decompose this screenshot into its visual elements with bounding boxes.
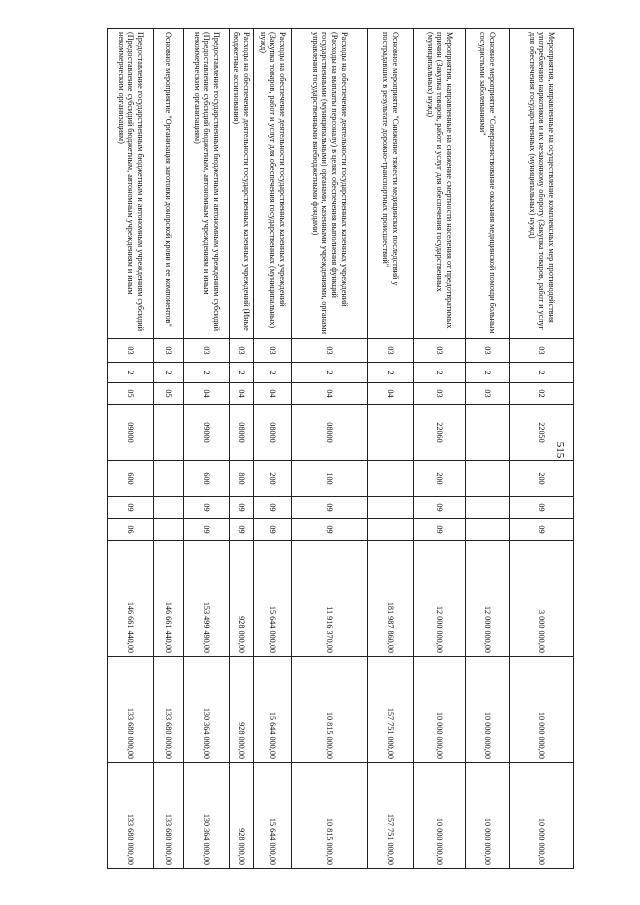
subsection-cell: [368, 519, 414, 541]
program-code-cell: 03: [108, 339, 154, 363]
expense-type-cell: [368, 461, 414, 497]
row-name-cell: Основное мероприятие "Совершенствование оказания медицинской помощи больным сосудистыми заболеваниями": [466, 29, 510, 339]
amount-year1-cell: 12 000 000,00: [414, 541, 466, 657]
amount-year3-cell: 157 751 000,00: [368, 763, 414, 869]
table-row: [254, 29, 292, 869]
subsection-cell: 09: [292, 519, 368, 541]
amount-year2-cell: 130 364 000,00: [184, 657, 230, 763]
subprogram-code-cell: 2: [510, 363, 574, 383]
expense-type-cell: 200: [414, 461, 466, 497]
amount-year1-cell: 146 661 440,00: [108, 541, 154, 657]
subsection-cell: 09: [184, 519, 230, 541]
direction-code-cell: 09000: [184, 405, 230, 461]
subprogram-code-cell: 2: [230, 363, 254, 383]
amount-year1-cell: 15 644 000,00: [254, 541, 292, 657]
amount-year3-cell: 10 000 000,00: [466, 763, 510, 869]
table-row: [230, 29, 254, 869]
subsection-cell: 09: [414, 519, 466, 541]
amount-year1-cell: 12 000 000,00: [466, 541, 510, 657]
table-row: [184, 29, 230, 869]
amount-year2-cell: 157 751 000,00: [368, 657, 414, 763]
subprogram-code-cell: 2: [368, 363, 414, 383]
row-name-cell: Основное мероприятие "Снижение тяжести медицинских последствий у пострадавших в результате дорожно-транспортных происшествий": [368, 29, 414, 339]
amount-year3-cell: 15 644 000,00: [254, 763, 292, 869]
event-code-cell: 04: [184, 383, 230, 405]
row-name-cell: Мероприятия, направленные на осуществление комплексных мер противодействия употреблению наркотиков и их незаконному обороту (Закупка товаров, работ и услуг для обеспечения государственных (муниципальных) нужд): [510, 29, 574, 339]
expense-type-cell: 800: [230, 461, 254, 497]
program-code-cell: 03: [368, 339, 414, 363]
amount-year1-cell: 928 000,00: [230, 541, 254, 657]
expense-type-cell: 600: [184, 461, 230, 497]
program-code-cell: 03: [466, 339, 510, 363]
expense-type-cell: [466, 461, 510, 497]
row-name-cell: Мероприятия, направленные на снижение смертности населения от предотвратимых причин (Закупка товаров, работ и услуг для обеспечения государственных (муниципальных) нужд): [414, 29, 466, 339]
amount-year2-cell: 928 000,00: [230, 657, 254, 763]
event-code-cell: 04: [254, 383, 292, 405]
direction-code-cell: 22060: [414, 405, 466, 461]
amount-year1-cell: 3 000 000,00: [510, 541, 574, 657]
program-code-cell: 03: [292, 339, 368, 363]
direction-code-cell: 09000: [108, 405, 154, 461]
section-cell: 09: [292, 497, 368, 519]
rotated-table-container: [66, 28, 574, 868]
section-cell: 09: [254, 497, 292, 519]
expense-type-cell: 200: [510, 461, 574, 497]
row-name-cell: Основное мероприятие "Организация заготовки донорской крови и ее компонентов": [154, 29, 184, 339]
table-row: [414, 29, 466, 869]
direction-code-cell: 08000: [230, 405, 254, 461]
table-row: [510, 29, 574, 869]
section-cell: 09: [510, 497, 574, 519]
subsection-cell: 09: [510, 519, 574, 541]
table-body: [108, 29, 574, 869]
event-code-cell: 02: [510, 383, 574, 405]
amount-year2-cell: 10 000 000,00: [414, 657, 466, 763]
event-code-cell: 03: [414, 383, 466, 405]
direction-code-cell: 08000: [292, 405, 368, 461]
event-code-cell: 05: [154, 383, 184, 405]
direction-code-cell: [154, 405, 184, 461]
amount-year3-cell: 133 680 000,00: [154, 763, 184, 869]
subsection-cell: [466, 519, 510, 541]
budget-table: [107, 28, 574, 869]
direction-code-cell: [466, 405, 510, 461]
row-name-cell: Расходы на обеспечение деятельности государственных казенных учреждений (Закупка товаров, работ и услуг для обеспечения государственных (муниципальных) нужд): [254, 29, 292, 339]
subsection-cell: [154, 519, 184, 541]
amount-year3-cell: 10 000 000,00: [510, 763, 574, 869]
amount-year3-cell: 133 680 000,00: [108, 763, 154, 869]
amount-year3-cell: 10 000 000,00: [414, 763, 466, 869]
amount-year2-cell: 133 680 000,00: [108, 657, 154, 763]
table-row: [466, 29, 510, 869]
program-code-cell: 03: [510, 339, 574, 363]
section-cell: [466, 497, 510, 519]
direction-code-cell: [368, 405, 414, 461]
expense-type-cell: 200: [254, 461, 292, 497]
event-code-cell: 04: [230, 383, 254, 405]
amount-year3-cell: 130 364 000,00: [184, 763, 230, 869]
program-code-cell: 03: [230, 339, 254, 363]
expense-type-cell: 100: [292, 461, 368, 497]
event-code-cell: 05: [108, 383, 154, 405]
section-cell: [154, 497, 184, 519]
subsection-cell: 06: [108, 519, 154, 541]
amount-year2-cell: 15 644 000,00: [254, 657, 292, 763]
amount-year2-cell: 10 000 000,00: [510, 657, 574, 763]
amount-year3-cell: 10 815 000,00: [292, 763, 368, 869]
amount-year3-cell: 928 000,00: [230, 763, 254, 869]
section-cell: 09: [414, 497, 466, 519]
amount-year2-cell: 133 680 000,00: [154, 657, 184, 763]
event-code-cell: 03: [466, 383, 510, 405]
subprogram-code-cell: 2: [466, 363, 510, 383]
expense-type-cell: [154, 461, 184, 497]
table-row: [292, 29, 368, 869]
program-code-cell: 03: [154, 339, 184, 363]
page-number: 515: [554, 441, 566, 459]
row-name-cell: Расходы на обеспечение деятельности государственных казенных учреждений (Иные бюджетные ассигнования): [230, 29, 254, 339]
subprogram-code-cell: 2: [292, 363, 368, 383]
program-code-cell: 03: [184, 339, 230, 363]
subprogram-code-cell: 2: [154, 363, 184, 383]
direction-code-cell: 22050: [510, 405, 574, 461]
subprogram-code-cell: 2: [254, 363, 292, 383]
expense-type-cell: 600: [108, 461, 154, 497]
row-name-cell: Предоставление государственным бюджетным и автономным учреждениям субсидий (Предоставление субсидий бюджетным, автономным учреждениям и иным некоммерческим организациям): [184, 29, 230, 339]
row-name-cell: Предоставление государственным бюджетным и автономным учреждениям субсидий (Предоставление субсидий бюджетным, автономным учреждениям и иным некоммерческим организациям): [108, 29, 154, 339]
table-row: [368, 29, 414, 869]
subprogram-code-cell: 2: [108, 363, 154, 383]
subprogram-code-cell: 2: [184, 363, 230, 383]
section-cell: [368, 497, 414, 519]
program-code-cell: 03: [254, 339, 292, 363]
section-cell: 09: [108, 497, 154, 519]
amount-year2-cell: 10 815 000,00: [292, 657, 368, 763]
amount-year1-cell: 181 987 860,00: [368, 541, 414, 657]
subsection-cell: 09: [230, 519, 254, 541]
amount-year2-cell: 10 000 000,00: [466, 657, 510, 763]
section-cell: 09: [184, 497, 230, 519]
event-code-cell: 04: [292, 383, 368, 405]
amount-year1-cell: 146 661 440,00: [154, 541, 184, 657]
amount-year1-cell: 11 916 370,00: [292, 541, 368, 657]
row-name-cell: Расходы на обеспечение деятельности государственных казенных учреждений (Расходы на выплаты персоналу) в целях обеспечения выполнения функций государственными (муниципальными) органами, казенными учреждениями, органами управления государственными внебюджетными фондами): [292, 29, 368, 339]
table-row: [154, 29, 184, 869]
program-code-cell: 03: [414, 339, 466, 363]
table-row: [108, 29, 154, 869]
subprogram-code-cell: 2: [414, 363, 466, 383]
subsection-cell: 09: [254, 519, 292, 541]
event-code-cell: 04: [368, 383, 414, 405]
direction-code-cell: 08000: [254, 405, 292, 461]
amount-year1-cell: 153 499 490,00: [184, 541, 230, 657]
section-cell: 09: [230, 497, 254, 519]
